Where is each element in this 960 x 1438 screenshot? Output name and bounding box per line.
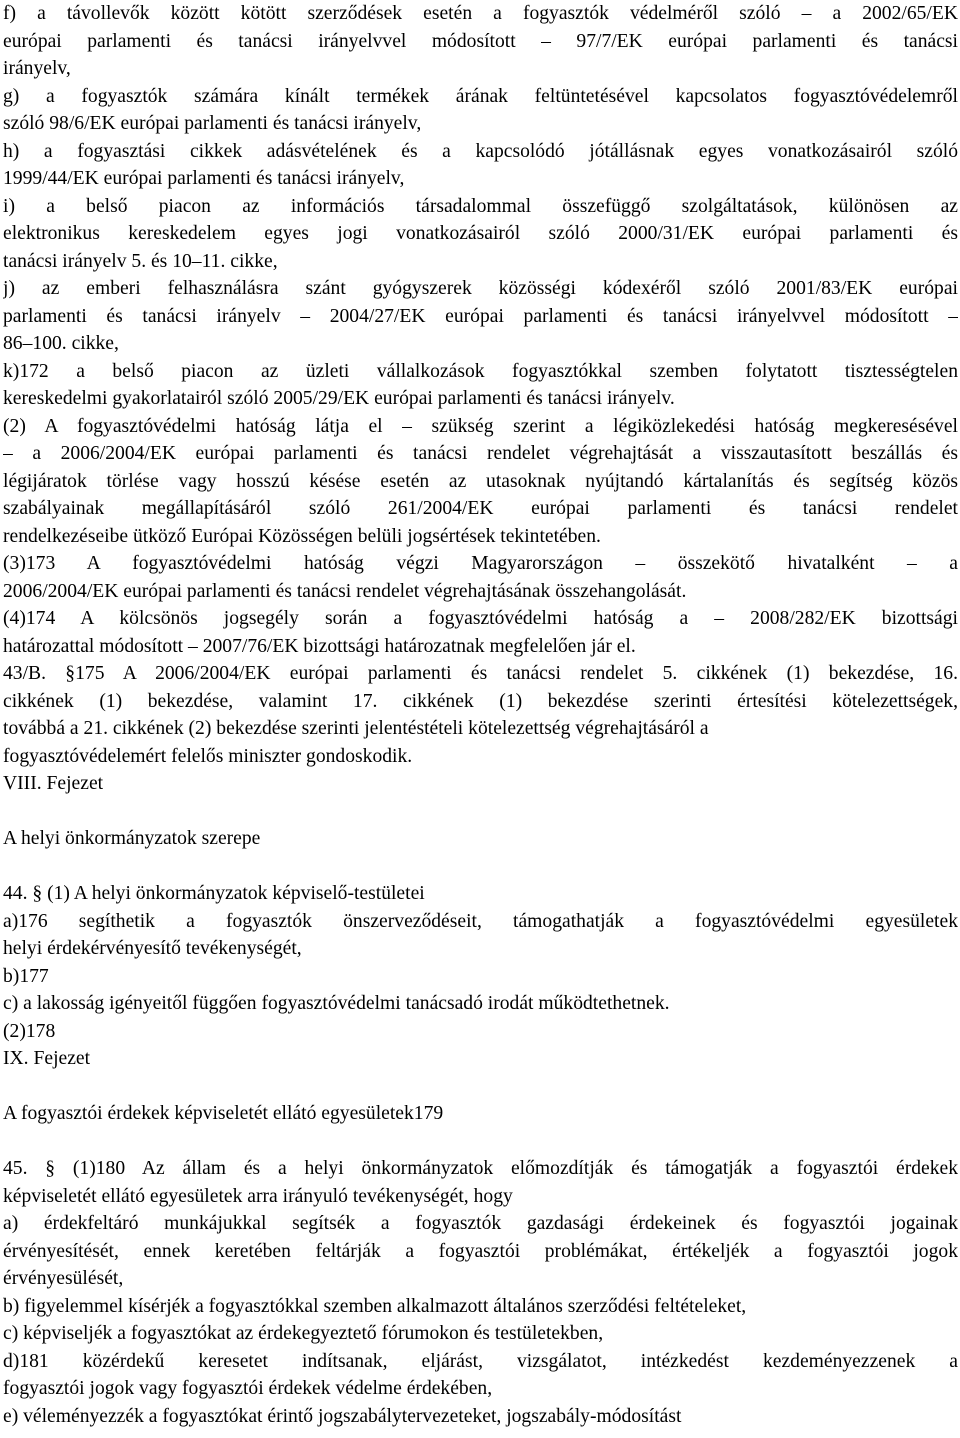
text-line: szóló 98/6/EK európai parlamenti és tanácsi irányelv, <box>3 113 422 134</box>
text-line: g) a fogyasztók számára kínált termékek árának feltüntetésével kapcsolatos fogyasztóvédelemről <box>3 85 958 107</box>
text-line: A helyi önkormányzatok szerepe <box>3 828 261 849</box>
text-line: (2)178 <box>3 1020 56 1042</box>
text-line: A fogyasztói érdekek képviseletét ellátó egyesületek179 <box>3 1103 444 1124</box>
text-line: érvényesülését, <box>3 1268 124 1289</box>
text-line: d)181 közérdekű keresetet indítsanak, eljárást, vizsgálatot, intézkedést kezdeményezzenek a <box>3 1350 958 1372</box>
document-page <box>3 0 958 1430</box>
text-line: 1999/44/EK európai parlamenti és tanácsi irányelv, <box>3 168 405 189</box>
text-line: 86–100. cikke, <box>3 333 119 354</box>
text-line: parlamenti és tanácsi irányelv – 2004/27/EK európai parlamenti és tanácsi irányelvvel módosított – <box>3 305 958 327</box>
text-line: elektronikus kereskedelem egyes jogi vonatkozásairól szóló 2000/31/EK európai parlamenti és <box>3 223 958 244</box>
text-line: helyi érdekérvényesítő tevékenységét, <box>3 938 302 959</box>
text-line: e) véleményezzék a fogyasztókat érintő jogszabálytervezeteket, jogszabály-módosítást <box>3 1405 682 1427</box>
text-line: kereskedelmi gyakorlatairól szóló 2005/29/EK európai parlamenti és tanácsi irányelv. <box>3 388 675 409</box>
text-line: (4)174 A kölcsönös jogsegély során a fogyasztóvédelmi hatóság a – 2008/282/EK bizottsági <box>3 608 958 629</box>
blank-line <box>3 853 958 881</box>
text-line: európai parlamenti és tanácsi irányelvvel módosított – 97/7/EK európai parlamenti és tanácsi <box>3 30 958 52</box>
text-line: c) képviseljék a fogyasztókat az érdekegyeztető fórumokon és testületekben, <box>3 1323 604 1344</box>
blank-line <box>3 1073 958 1101</box>
text-line: h) a fogyasztási cikkek adásvételének és a kapcsolódó jótállásnak egyes vonatkozásairól szóló <box>3 140 958 162</box>
blank-line <box>3 798 958 826</box>
text-line: szabályainak megállapításáról szóló 261/2004/EK európai parlamenti és tanácsi rendelet <box>3 498 958 519</box>
text-line: tanácsi irányelv 5. és 10–11. cikke, <box>3 250 278 272</box>
text-line: rendelkezéseibe ütköző Európai Közösségen belüli jogsértések tekintetében. <box>3 525 601 547</box>
text-line: b)177 <box>3 965 49 987</box>
text-line: 2006/2004/EK európai parlamenti és tanácsi rendelet végrehajtásának összehangolását. <box>3 580 687 602</box>
text-line: k)172 a belső piacon az üzleti vállalkozások fogyasztókkal szemben folytatott tisztességtelen <box>3 360 958 382</box>
text-line: 43/B. §175 A 2006/2004/EK európai parlamenti és tanácsi rendelet 5. cikkének (1) bekezdése, 16. <box>3 663 958 684</box>
text-line: j) az emberi felhasználásra szánt gyógyszerek közösségi kódexéről szóló 2001/83/EK európai <box>3 278 958 299</box>
text-line: – a 2006/2004/EK európai parlamenti és tanácsi rendelet végrehajtását a visszautasított beszállás és <box>3 443 958 464</box>
text-line: (2) A fogyasztóvédelmi hatóság látja el – szükség szerint a légiközlekedési hatóság megkeresésével <box>3 415 958 437</box>
text-line: cikkének (1) bekezdése, valamint 17. cikkének (1) bekezdése szerinti értesítési kötelezettségek, <box>3 690 958 712</box>
text-line: érvényesítését, ennek keretében feltárják a fogyasztói problémákat, értékeljék a fogyasztói jogok <box>3 1240 958 1262</box>
text-line: továbbá a 21. cikkének (2) bekezdése szerinti jelentéstételi kötelezettség végrehajtásáról a <box>3 718 709 739</box>
text-line: (3)173 A fogyasztóvédelmi hatóság végzi Magyarországon – összekötő hivatalként – a <box>3 553 958 574</box>
text-line: fogyasztóvédelemért felelős miniszter gondoskodik. <box>3 745 413 767</box>
text-line: 45. § (1)180 Az állam és a helyi önkormányzatok előmozdítják és támogatják a fogyasztói érdekek <box>3 1158 958 1179</box>
text-line: a) érdekfeltáró munkájukkal segítsék a fogyasztók gazdasági érdekeinek és fogyasztói jogainak <box>3 1213 958 1234</box>
text-line: irányelv, <box>3 58 71 79</box>
text-line: fogyasztói jogok vagy fogyasztói érdekek védelme érdekében, <box>3 1378 493 1399</box>
text-line: IX. Fejezet <box>3 1048 91 1069</box>
text-line: f) a távollevők között kötött szerződések esetén a fogyasztók védelméről szóló – a 2002/65/EK <box>3 3 958 24</box>
text-line: határozattal módosított – 2007/76/EK bizottsági határozatnak megfelelően jár el. <box>3 635 636 657</box>
blank-line <box>3 1128 958 1156</box>
text-line: 44. § (1) A helyi önkormányzatok képviselő-testületei <box>3 883 425 904</box>
text-line: a)176 segíthetik a fogyasztók önszerveződéseit, támogathatják a fogyasztóvédelmi egyesületek <box>3 910 958 932</box>
text-line: VIII. Fejezet <box>3 773 104 794</box>
text-line: b) figyelemmel kísérjék a fogyasztókkal szemben alkalmazott általános szerződési feltételeket, <box>3 1295 747 1317</box>
text-line: c) a lakosság igényeitől függően fogyasztóvédelmi tanácsadó irodát működtethetnek. <box>3 993 670 1014</box>
text-line: képviseletét ellátó egyesületek arra irányuló tevékenységét, hogy <box>3 1185 513 1207</box>
text-line: légijáratok törlése vagy hosszú késése esetén az utasoknak nyújtandó kártalanítás és segítség közös <box>3 470 958 492</box>
text-line: i) a belső piacon az információs társadalommal összefüggő szolgáltatások, különösen az <box>3 195 958 217</box>
